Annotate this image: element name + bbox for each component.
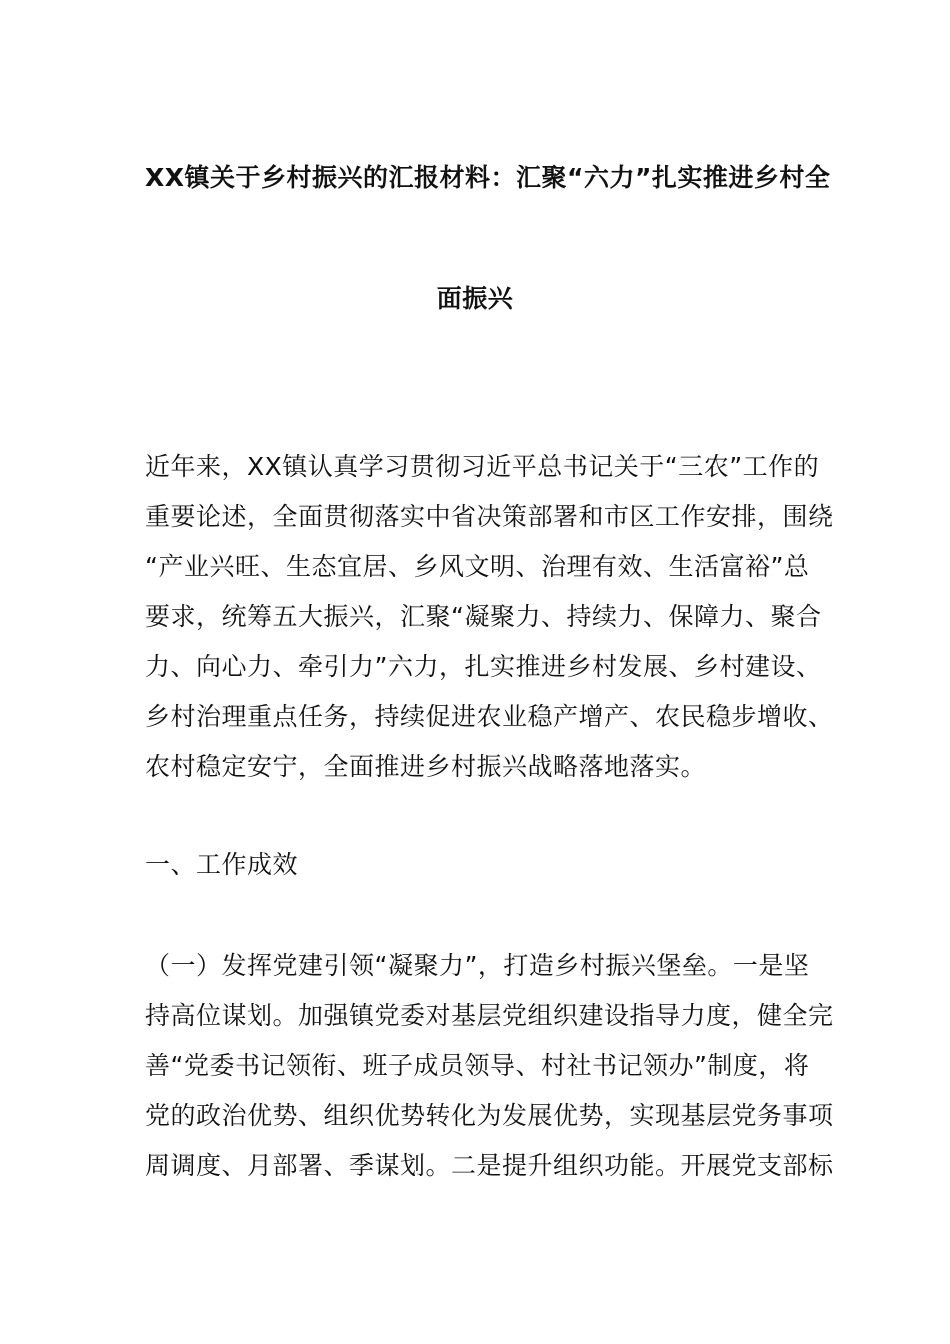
paragraph-line: 持高位谋划。加强镇党委对基层党组织建设指导力度，健全完 bbox=[145, 1001, 834, 1030]
paragraph-line: 要求，统筹五大振兴，汇聚“凝聚力、持续力、保障力、聚合 bbox=[145, 602, 822, 631]
paragraph-line: 农村稳定安宁，全面推进乡村振兴战略落地落实。 bbox=[145, 752, 707, 781]
intro-paragraph bbox=[145, 442, 834, 792]
document-title-line-1: XX镇关于乡村振兴的汇报材料：汇聚“六力”扎实推进乡村全 bbox=[145, 163, 831, 192]
paragraph-line: 善“党委书记领衔、班子成员领导、村社书记领办”制度，将 bbox=[145, 1051, 810, 1080]
paragraph-line: 近年来，XX镇认真学习贯彻习近平总书记关于“三农”工作的 bbox=[145, 452, 820, 481]
paragraph-line: “产业兴旺、生态宜居、乡风文明、治理有效、生活富裕”总 bbox=[145, 552, 810, 581]
paragraph-line: 乡村治理重点任务，持续促进农业稳产增产、农民稳步增收、 bbox=[145, 702, 834, 731]
paragraph-line: 周调度、月部署、季谋划。二是提升组织功能。开展党支部标 bbox=[145, 1151, 834, 1180]
section-paragraph bbox=[145, 941, 834, 1191]
paragraph-line: 力、向心力、牵引力”六力，扎实推进乡村发展、乡村建设、 bbox=[145, 652, 822, 681]
paragraph-line: 党的政治优势、组织优势转化为发展优势，实现基层党务事项 bbox=[145, 1101, 834, 1130]
paragraph-line: （一）发挥党建引领“凝聚力”，打造乡村振兴堡垒。一是坚 bbox=[145, 951, 810, 980]
document-title-line-2: 面振兴 bbox=[436, 284, 514, 313]
paragraph-line: 重要论述，全面贯彻落实中省决策部署和市区工作安排，围绕 bbox=[145, 502, 834, 531]
section-heading-text: 一、工作成效 bbox=[145, 850, 299, 879]
section-heading bbox=[145, 840, 805, 890]
